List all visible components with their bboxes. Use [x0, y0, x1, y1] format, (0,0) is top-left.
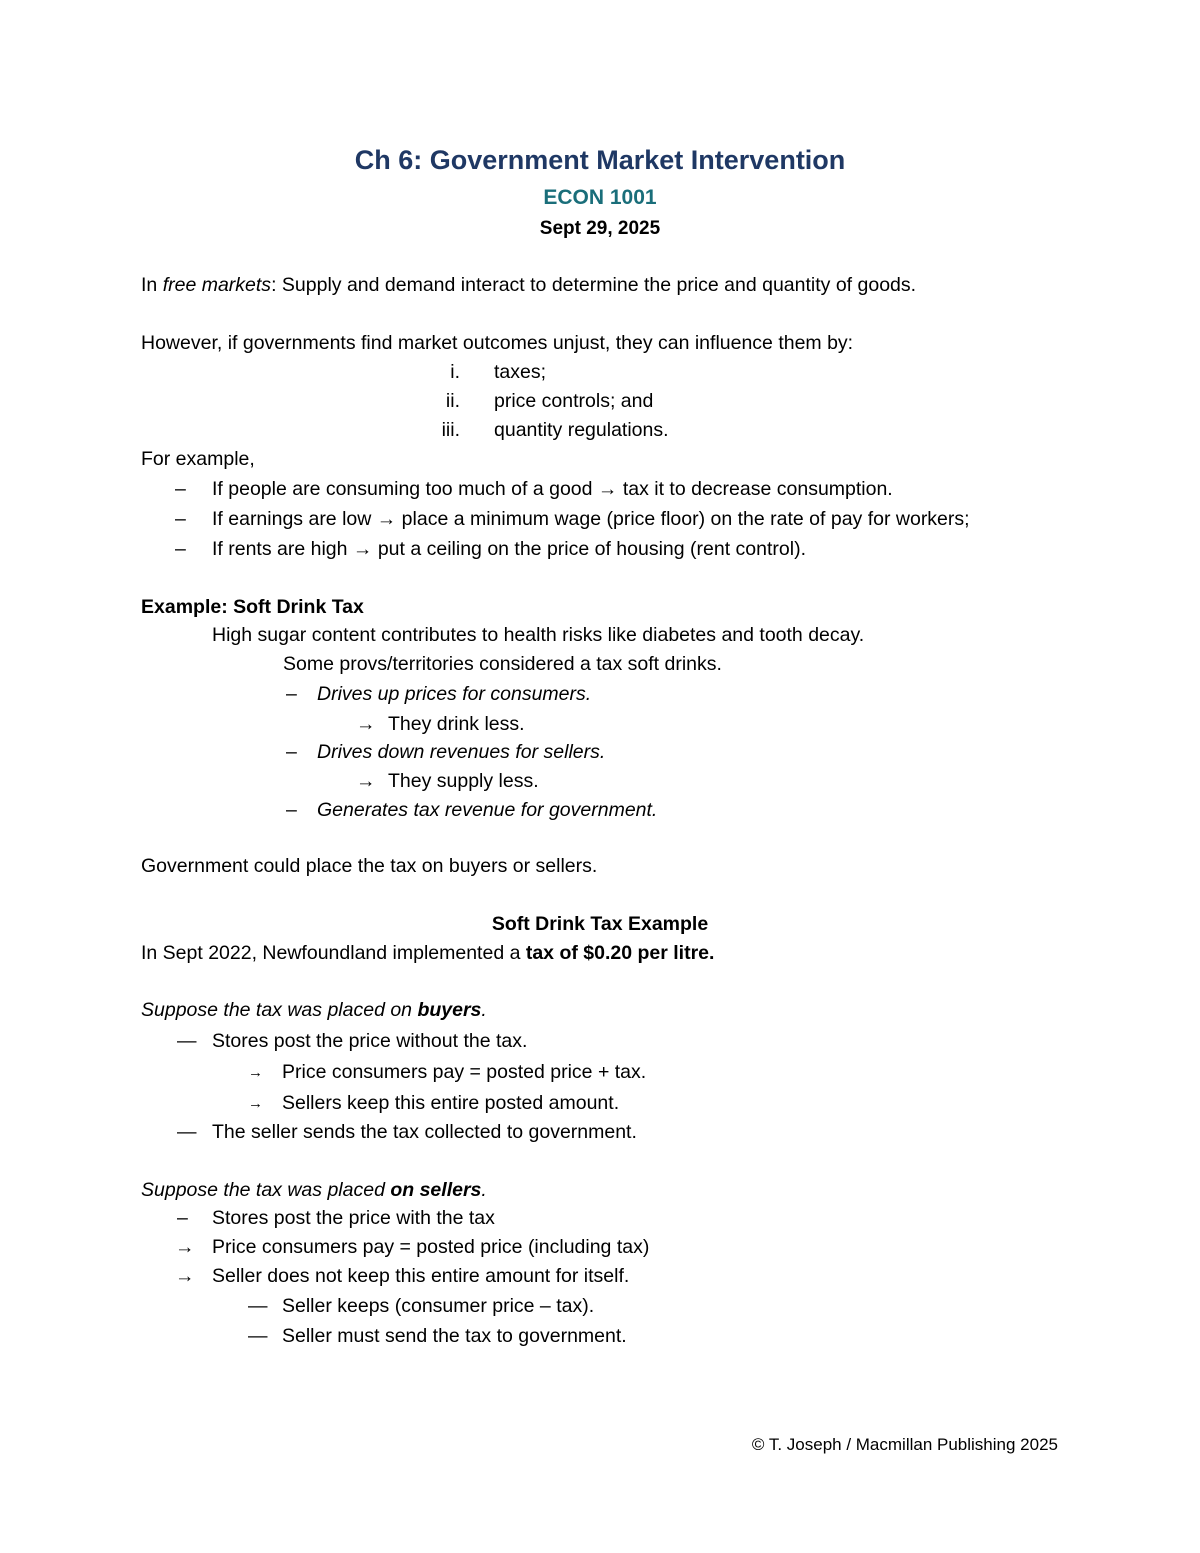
buyers-intro-bold: buyers: [417, 999, 482, 1021]
example-text-1: If people are consuming too much of a good → tax it to decrease consumption.: [212, 478, 893, 500]
sellers-sub-dash-1: —: [248, 1295, 268, 1317]
buyers-item-2: The seller sends the tax collected to government.: [212, 1121, 637, 1143]
effect-bullet-2: –: [286, 741, 297, 763]
intro-line-2: However, if governments find market outcomes unjust, they can influence them by:: [141, 332, 854, 354]
effect-text-3: Generates tax revenue for government.: [317, 799, 658, 821]
sellers-intro: [141, 1181, 487, 1201]
page-title: Ch 6: Government Market Intervention: [354, 145, 846, 175]
example-bullet-1: –: [175, 478, 186, 500]
sellers-arrow-1: →: [175, 1236, 195, 1258]
tax-example-prefix: In Sept 2022, Newfoundland implemented a: [141, 942, 526, 964]
sellers-arrow-2: →: [175, 1265, 195, 1287]
effect-arrow-1: →: [356, 713, 376, 735]
method-num-1: i.: [450, 361, 460, 383]
intro-free-markets: free markets: [162, 274, 272, 296]
method-text-3: quantity regulations.: [494, 419, 669, 441]
lecture-date: Sept 29, 2025: [539, 218, 661, 239]
sellers-intro-bold: on sellers: [390, 1179, 482, 1201]
buyers-dash-1: —: [177, 1030, 197, 1052]
tax-example-line: [141, 944, 714, 964]
buyers-sub-1: Price consumers pay = posted price + tax.: [282, 1061, 647, 1083]
method-text-2: price controls; and: [494, 390, 654, 412]
effect-text-2: Drives down revenues for sellers.: [317, 741, 606, 763]
example-bullet-2: –: [175, 508, 186, 530]
intro-line-1: [141, 276, 916, 296]
example-text-3: If rents are high → put a ceiling on the price of housing (rent control).: [212, 538, 806, 560]
sellers-sub-2: Seller must send the tax to government.: [282, 1325, 627, 1347]
soft-drink-line-2: Some provs/territories considered a tax soft drinks.: [283, 653, 722, 675]
example-bullet-3: –: [175, 538, 186, 560]
course-code: ECON 1001: [543, 186, 657, 209]
buyers-intro-suffix: .: [481, 999, 487, 1021]
example-text-2: If earnings are low → place a minimum wage (price floor) on the rate of pay for workers;: [212, 508, 970, 530]
soft-drink-heading: Example: Soft Drink Tax: [141, 596, 364, 618]
effect-bullet-1: –: [286, 683, 297, 705]
sellers-item-1: Stores post the price with the tax: [212, 1207, 495, 1229]
soft-drink-line-1: High sugar content contributes to health risks like diabetes and tooth decay.: [212, 624, 865, 646]
buyers-arrow-1: →: [248, 1064, 263, 1081]
intro-line-1-rest: : Supply and demand interact to determine the price and quantity of goods.: [271, 274, 917, 296]
sellers-sub-dash-2: —: [248, 1325, 268, 1347]
buyers-item-1: Stores post the price without the tax.: [212, 1030, 528, 1052]
sellers-sub-1: Seller keeps (consumer price – tax).: [282, 1295, 595, 1317]
footer-copyright: © T. Joseph / Macmillan Publishing 2025: [751, 1435, 1058, 1454]
tax-example-amount: tax of $0.20 per litre.: [525, 942, 715, 964]
effect-arrow-2: →: [356, 770, 376, 792]
tax-example-heading: Soft Drink Tax Example: [491, 913, 709, 935]
sellers-intro-prefix: Suppose the tax was placed: [141, 1179, 391, 1201]
buyers-dash-2: —: [177, 1121, 197, 1143]
effect-result-2: They supply less.: [388, 770, 539, 792]
buyers-intro-prefix: Suppose the tax was placed on: [141, 999, 418, 1021]
sellers-item-2: Price consumers pay = posted price (including tax): [212, 1236, 650, 1258]
effect-bullet-3: –: [286, 799, 297, 821]
intro-line-1-prefix: In: [141, 274, 163, 296]
method-num-3: iii.: [441, 419, 460, 441]
effect-text-1: Drives up prices for consumers.: [317, 683, 592, 705]
effect-result-1: They drink less.: [388, 713, 525, 735]
method-text-1: taxes;: [494, 361, 547, 383]
sellers-item-3: Seller does not keep this entire amount for itself.: [212, 1265, 630, 1287]
soft-drink-closing: Government could place the tax on buyers or sellers.: [141, 855, 598, 877]
sellers-dash-1: –: [177, 1207, 188, 1229]
buyers-arrow-2: →: [248, 1095, 263, 1112]
sellers-intro-suffix: .: [481, 1179, 487, 1201]
buyers-intro: [141, 1001, 487, 1021]
buyers-sub-2: Sellers keep this entire posted amount.: [282, 1092, 620, 1114]
method-num-2: ii.: [445, 390, 460, 412]
example-label: For example,: [141, 448, 255, 470]
